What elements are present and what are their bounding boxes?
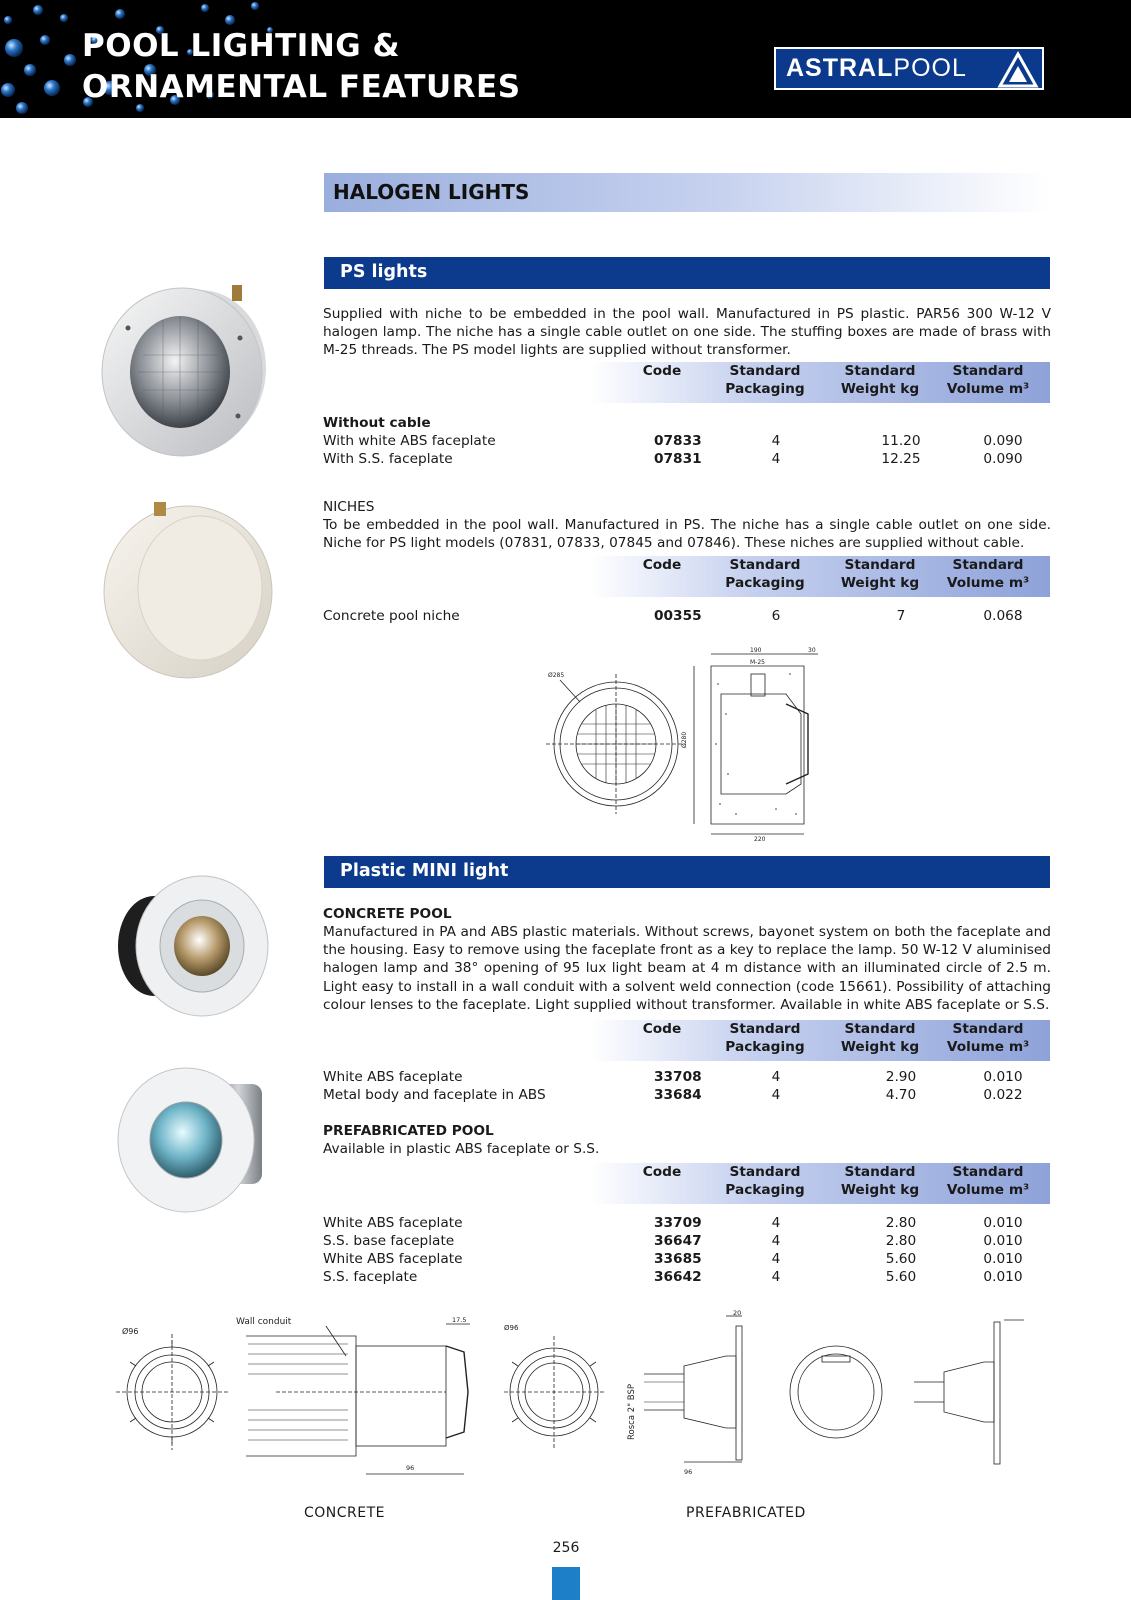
dim-d96: Ø96 <box>504 1324 519 1332</box>
niches-table-header <box>590 556 1050 597</box>
table-row <box>323 1086 1051 1104</box>
row-weight: 2.80 <box>885 1233 917 1249</box>
row-name: White ABS faceplate <box>323 1069 463 1085</box>
dim-96: 96 <box>684 1468 693 1476</box>
row-name: Concrete pool niche <box>323 608 460 624</box>
mini-light-abs-photo <box>112 870 272 1020</box>
caption-concrete: CONCRETE <box>304 1505 386 1521</box>
row-volume: 0.010 <box>983 1215 1023 1231</box>
row-weight: 5.60 <box>885 1269 917 1285</box>
niches-description: To be embedded in the pool wall. Manufactured in PS. The niche has a single cable outlet on one side. Niche for PS light models (07831, 07833, 07845 and 07846). These niches are supplied without cable. <box>323 517 1051 552</box>
category-title: HALOGEN LIGHTS <box>333 180 530 204</box>
row-weight: 4.70 <box>885 1087 917 1103</box>
row-name: S.S. base faceplate <box>323 1233 455 1249</box>
concrete-pool-description: Manufactured in PA and ABS plastic materials. Without screws, bayonet system on both the faceplate and the housing. Easy to remove using the faceplate front as a key to replace the lamp. 50 W-12 V aluminised halogen lamp and 38° opening of 95 lux light beam at 4 m distance with an illuminated circle of 2.5 m. Light easy to install in a wall conduit with a solvent weld connection (code 15661). Possibility of attaching colour lenses to the faceplate. Light supplied without transformer. Available in white ABS faceplate or S.S. <box>323 924 1051 1013</box>
col-volume: Standard Volume m³ <box>946 1164 1030 1199</box>
dim-d2: Ø280 <box>681 731 688 748</box>
row-code: 33684 <box>654 1087 702 1103</box>
row-volume: 0.022 <box>983 1087 1023 1103</box>
page-title <box>82 26 521 108</box>
mini-light-metal-photo <box>114 1064 274 1214</box>
col-weight: Standard Weight kg <box>840 557 920 592</box>
row-weight: 12.25 <box>881 451 921 467</box>
row-pack: 4 <box>771 1087 781 1103</box>
table-row <box>323 607 1051 625</box>
table-row <box>323 432 1051 450</box>
section-header-ps-lights <box>324 257 1050 289</box>
row-code: 36647 <box>654 1233 702 1249</box>
prefab-table-header <box>590 1163 1050 1204</box>
row-weight: 2.80 <box>885 1215 917 1231</box>
col-packaging: Standard Packaging <box>725 363 805 398</box>
row-name: With white ABS faceplate <box>323 433 496 449</box>
row-name: With S.S. faceplate <box>323 451 453 467</box>
title-line-2: ORNAMENTAL FEATURES <box>82 69 521 105</box>
dim-d1: Ø285 <box>548 672 565 679</box>
col-code: Code <box>642 557 682 573</box>
page-tab-marker <box>552 1567 580 1600</box>
row-code: 07833 <box>654 433 702 449</box>
row-name: Metal body and faceplate in ABS <box>323 1087 546 1103</box>
table-row <box>323 1068 1051 1086</box>
thread-label: Rosca 2" BSP <box>627 1384 637 1440</box>
col-weight: Standard Weight kg <box>840 1164 920 1199</box>
row-volume: 0.090 <box>983 433 1023 449</box>
row-weight: 11.20 <box>881 433 921 449</box>
dim-d96: Ø96 <box>122 1327 139 1336</box>
prefab-pool-description: Available in plastic ABS faceplate or S.S. <box>323 1141 600 1157</box>
row-code: 36642 <box>654 1269 702 1285</box>
row-code: 00355 <box>654 608 702 624</box>
row-weight: 7 <box>896 608 906 624</box>
section-header-mini-light <box>324 856 1050 888</box>
dim-thread: M-25 <box>750 659 765 666</box>
logo-text-light: POOL <box>893 54 967 82</box>
col-packaging: Standard Packaging <box>725 1164 805 1199</box>
col-volume: Standard Volume m³ <box>946 557 1030 592</box>
row-volume: 0.068 <box>983 608 1023 624</box>
caption-prefabricated: PREFABRICATED <box>686 1505 806 1521</box>
col-code: Code <box>642 1021 682 1037</box>
logo-triangle-icon <box>998 52 1038 88</box>
concrete-technical-drawing <box>116 1316 488 1492</box>
col-weight: Standard Weight kg <box>840 363 920 398</box>
ps-table-header <box>590 362 1050 403</box>
group-label: Without cable <box>323 415 431 431</box>
col-code: Code <box>642 363 682 379</box>
ps-group-label <box>323 414 1051 432</box>
col-weight: Standard Weight kg <box>840 1021 920 1056</box>
dim-w2: 30 <box>808 647 816 654</box>
row-volume: 0.090 <box>983 451 1023 467</box>
table-row <box>323 1214 1051 1232</box>
prefab-pool-title: PREFABRICATED POOL <box>323 1123 494 1139</box>
ps-niche-technical-drawing <box>546 644 830 844</box>
logo-text-bold: ASTRAL <box>786 54 894 82</box>
col-code: Code <box>642 1164 682 1180</box>
row-weight: 5.60 <box>885 1251 917 1267</box>
category-band <box>324 173 1050 212</box>
prefabricated-technical-drawing <box>504 1309 1034 1492</box>
row-volume: 0.010 <box>983 1069 1023 1085</box>
row-volume: 0.010 <box>983 1269 1023 1285</box>
row-code: 33708 <box>654 1069 702 1085</box>
col-packaging: Standard Packaging <box>725 1021 805 1056</box>
table-row <box>323 450 1051 468</box>
table-row <box>323 1268 1051 1286</box>
row-weight: 2.90 <box>885 1069 917 1085</box>
row-pack: 6 <box>771 608 781 624</box>
concrete-pool-title: CONCRETE POOL <box>323 906 452 922</box>
ps-description: Supplied with niche to be embedded in the pool wall. Manufactured in PS plastic. PAR56 300 W-12 V halogen lamp. The niche has a single cable outlet on one side. The stuffing boxes are made of brass with M-25 threads. The PS model lights are supplied without transformer. <box>323 306 1051 359</box>
page-header <box>0 0 1131 118</box>
dim-w1: 190 <box>750 647 762 654</box>
title-line-1: POOL LIGHTING & <box>82 28 401 64</box>
page-number: 256 <box>552 1540 580 1556</box>
row-volume: 0.010 <box>983 1233 1023 1249</box>
row-name: White ABS faceplate <box>323 1251 463 1267</box>
row-code: 33685 <box>654 1251 702 1267</box>
dim-20: 20 <box>733 1309 742 1317</box>
dim-w3: 220 <box>754 836 766 843</box>
section-title: PS lights <box>340 262 428 282</box>
row-pack: 4 <box>771 433 781 449</box>
niches-title: NICHES <box>323 499 375 515</box>
row-pack: 4 <box>771 1069 781 1085</box>
niche-photo <box>98 500 278 680</box>
col-volume: Standard Volume m³ <box>946 1021 1030 1056</box>
dim-96: 96 <box>406 1464 415 1472</box>
row-pack: 4 <box>771 1215 781 1231</box>
concrete-table-header <box>590 1020 1050 1061</box>
wall-conduit-label: Wall conduit <box>236 1317 292 1327</box>
row-code: 33709 <box>654 1215 702 1231</box>
row-name: S.S. faceplate <box>323 1269 418 1285</box>
row-pack: 4 <box>771 1233 781 1249</box>
row-volume: 0.010 <box>983 1251 1023 1267</box>
col-packaging: Standard Packaging <box>725 557 805 592</box>
row-pack: 4 <box>771 1269 781 1285</box>
astralpool-logo <box>774 47 1044 90</box>
ps-light-photo <box>98 280 278 470</box>
dim-17-5: 17.5 <box>452 1316 467 1324</box>
row-name: White ABS faceplate <box>323 1215 463 1231</box>
col-volume: Standard Volume m³ <box>946 363 1030 398</box>
row-pack: 4 <box>771 1251 781 1267</box>
section-title: Plastic MINI light <box>340 861 509 881</box>
row-pack: 4 <box>771 451 781 467</box>
table-row <box>323 1250 1051 1268</box>
row-code: 07831 <box>654 451 702 467</box>
table-row <box>323 1232 1051 1250</box>
